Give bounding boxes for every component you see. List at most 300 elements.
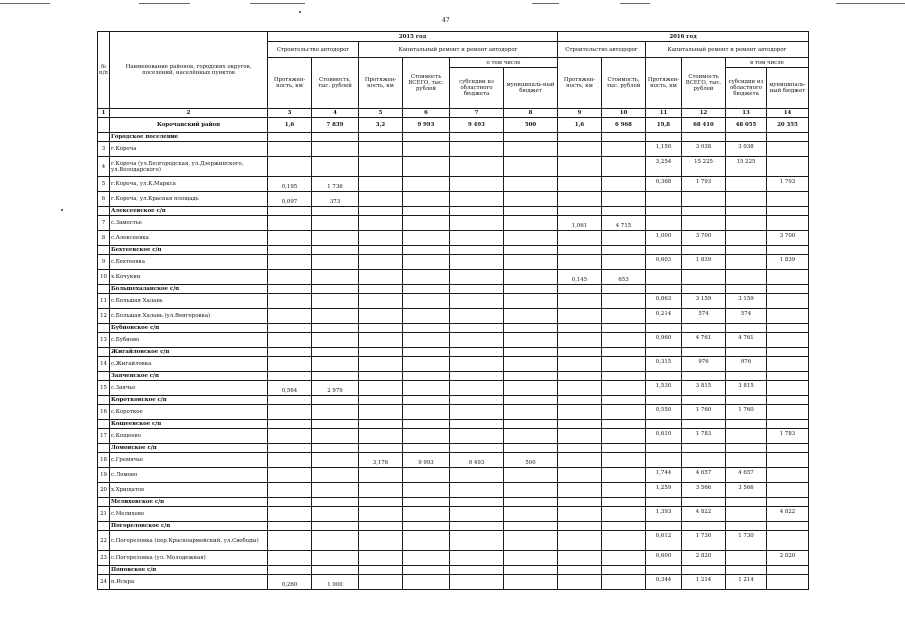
section-name: Бехтеевское с/п — [110, 246, 268, 255]
empty-cell — [602, 420, 646, 429]
header-number: № п/п — [98, 32, 110, 109]
empty-cell — [767, 483, 809, 498]
row-number: 13 — [98, 333, 110, 348]
value-cell: 976 — [726, 357, 767, 372]
section-row — [98, 420, 809, 429]
empty-cell — [767, 531, 809, 551]
table-row — [98, 551, 809, 566]
empty-cell — [558, 133, 602, 142]
empty-cell — [504, 381, 558, 396]
empty-cell — [450, 270, 504, 285]
value-cell: 500 — [504, 453, 558, 468]
empty-cell — [450, 231, 504, 246]
scan-artifact-line — [532, 3, 559, 4]
value-cell: 1,393 — [646, 507, 682, 522]
scan-artifact-line — [836, 3, 905, 4]
empty-cell — [726, 507, 767, 522]
district-number-cell — [98, 118, 110, 133]
empty-cell — [504, 507, 558, 522]
value-cell: 0,368 — [646, 177, 682, 192]
empty-cell — [602, 142, 646, 157]
header-repair-2016: Капитальный ремонт и ремонт автодорог — [646, 42, 809, 58]
empty-cell — [602, 231, 646, 246]
empty-cell — [726, 216, 767, 231]
empty-cell — [312, 405, 359, 420]
empty-cell — [403, 429, 450, 444]
empty-cell — [726, 231, 767, 246]
empty-cell — [504, 207, 558, 216]
empty-cell — [767, 498, 809, 507]
empty-cell — [504, 216, 558, 231]
value-cell: 3 700 — [767, 231, 809, 246]
section-number-cell — [98, 566, 110, 575]
empty-cell — [403, 133, 450, 142]
empty-cell — [450, 294, 504, 309]
district-value: 19,8 — [646, 118, 682, 133]
value-cell: 2 820 — [682, 551, 726, 566]
empty-cell — [359, 429, 403, 444]
empty-cell — [359, 420, 403, 429]
settlement-name: х.Хрищатое — [110, 483, 268, 498]
empty-cell — [268, 453, 312, 468]
section-name: Жигайловское с/п — [110, 348, 268, 357]
empty-cell — [682, 285, 726, 294]
value-cell: 1 783 — [682, 429, 726, 444]
value-cell: 1 760 — [682, 405, 726, 420]
empty-cell — [767, 333, 809, 348]
empty-cell — [646, 270, 682, 285]
empty-cell — [450, 429, 504, 444]
empty-cell — [558, 566, 602, 575]
empty-cell — [359, 142, 403, 157]
empty-cell — [312, 309, 359, 324]
empty-cell — [359, 531, 403, 551]
value-cell: 3 159 — [726, 294, 767, 309]
empty-cell — [682, 420, 726, 429]
empty-cell — [726, 324, 767, 333]
empty-cell — [268, 157, 312, 177]
header-length: Протяжен-ность, км — [558, 58, 602, 109]
value-cell: 3 566 — [726, 483, 767, 498]
header-cost-total: Стоимость ВСЕГО, тыс. рублей — [682, 58, 726, 109]
empty-cell — [558, 507, 602, 522]
empty-cell — [558, 255, 602, 270]
district-value: 3,2 — [359, 118, 403, 133]
settlement-name: с.Замостье — [110, 216, 268, 231]
header-year-2015: 2015 год — [268, 32, 558, 42]
section-name: Алексеевское с/п — [110, 207, 268, 216]
empty-cell — [312, 231, 359, 246]
row-number: 4 — [98, 157, 110, 177]
empty-cell — [504, 551, 558, 566]
empty-cell — [602, 157, 646, 177]
empty-cell — [403, 381, 450, 396]
value-cell: 0,600 — [646, 551, 682, 566]
empty-cell — [359, 157, 403, 177]
empty-cell — [403, 270, 450, 285]
row-number: 24 — [98, 575, 110, 590]
empty-cell — [403, 551, 450, 566]
value-cell: 3 159 — [682, 294, 726, 309]
empty-cell — [359, 522, 403, 531]
section-number-cell — [98, 498, 110, 507]
empty-cell — [558, 420, 602, 429]
empty-cell — [268, 309, 312, 324]
page-number: 47 — [442, 17, 450, 24]
empty-cell — [359, 294, 403, 309]
table-row — [98, 216, 809, 231]
empty-cell — [558, 231, 602, 246]
empty-cell — [504, 498, 558, 507]
empty-cell — [450, 324, 504, 333]
empty-cell — [268, 372, 312, 381]
empty-cell — [646, 444, 682, 453]
empty-cell — [268, 348, 312, 357]
value-cell: 373 — [312, 192, 359, 207]
empty-cell — [359, 566, 403, 575]
empty-cell — [268, 333, 312, 348]
road-works-table — [97, 31, 809, 590]
value-cell: 1 214 — [726, 575, 767, 590]
empty-cell — [359, 498, 403, 507]
settlement-name: с.Большая Халань — [110, 294, 268, 309]
empty-cell — [602, 246, 646, 255]
empty-cell — [602, 566, 646, 575]
value-cell: 3 038 — [682, 142, 726, 157]
empty-cell — [450, 333, 504, 348]
header-length: Протяжен-ность, км — [268, 58, 312, 109]
empty-cell — [504, 255, 558, 270]
section-number-cell — [98, 133, 110, 142]
empty-cell — [558, 381, 602, 396]
empty-cell — [602, 381, 646, 396]
section-name: Погореловское с/п — [110, 522, 268, 531]
empty-cell — [646, 285, 682, 294]
value-cell: 1 783 — [767, 429, 809, 444]
value-cell: 1,259 — [646, 483, 682, 498]
row-number: 18 — [98, 453, 110, 468]
header-repair-2015: Капитальный ремонт и ремонт автодорог — [359, 42, 558, 58]
header-length: Протяжен-ность, км — [359, 58, 403, 109]
empty-cell — [359, 207, 403, 216]
empty-cell — [767, 216, 809, 231]
value-cell: 4 761 — [726, 333, 767, 348]
value-cell: 4 657 — [682, 468, 726, 483]
empty-cell — [450, 177, 504, 192]
empty-cell — [504, 309, 558, 324]
empty-cell — [602, 192, 646, 207]
empty-cell — [602, 285, 646, 294]
empty-cell — [504, 348, 558, 357]
column-number: 6 — [403, 109, 450, 118]
district-value: 1,6 — [558, 118, 602, 133]
empty-cell — [403, 177, 450, 192]
empty-cell — [312, 270, 359, 285]
settlement-name: с.Мелихово — [110, 507, 268, 522]
empty-cell — [312, 333, 359, 348]
empty-cell — [682, 453, 726, 468]
empty-cell — [403, 372, 450, 381]
empty-cell — [504, 357, 558, 372]
empty-cell — [403, 255, 450, 270]
empty-cell — [403, 285, 450, 294]
section-number-cell — [98, 324, 110, 333]
empty-cell — [268, 133, 312, 142]
empty-cell — [726, 372, 767, 381]
empty-cell — [268, 294, 312, 309]
section-row — [98, 396, 809, 405]
empty-cell — [558, 483, 602, 498]
empty-cell — [450, 133, 504, 142]
value-cell: 0,550 — [646, 405, 682, 420]
empty-cell — [682, 444, 726, 453]
empty-cell — [682, 498, 726, 507]
district-value: 68 410 — [682, 118, 726, 133]
row-number: 20 — [98, 483, 110, 498]
empty-cell — [726, 192, 767, 207]
value-cell: 0,960 — [646, 333, 682, 348]
empty-cell — [268, 216, 312, 231]
empty-cell — [558, 531, 602, 551]
empty-cell — [504, 333, 558, 348]
empty-cell — [312, 157, 359, 177]
section-row — [98, 444, 809, 453]
value-cell: 0,315 — [646, 357, 682, 372]
empty-cell — [359, 348, 403, 357]
value-cell: 3 815 — [682, 381, 726, 396]
empty-cell — [359, 246, 403, 255]
section-number-cell — [98, 522, 110, 531]
empty-cell — [403, 483, 450, 498]
empty-cell — [312, 566, 359, 575]
empty-cell — [312, 453, 359, 468]
empty-cell — [450, 575, 504, 590]
row-number: 22 — [98, 531, 110, 551]
value-cell: 0,260 — [268, 575, 312, 590]
column-number: 1 — [98, 109, 110, 118]
column-number: 11 — [646, 109, 682, 118]
table-row — [98, 468, 809, 483]
section-row — [98, 498, 809, 507]
row-number: 14 — [98, 357, 110, 372]
header-in-that: о том числе — [450, 58, 558, 68]
value-cell: 1 730 — [726, 531, 767, 551]
value-cell: 0,610 — [646, 429, 682, 444]
empty-cell — [726, 255, 767, 270]
empty-cell — [403, 444, 450, 453]
value-cell: 3 700 — [682, 231, 726, 246]
settlement-name: с.Алексеевка — [110, 231, 268, 246]
empty-cell — [602, 207, 646, 216]
district-name: Корочанский район — [110, 118, 268, 133]
empty-cell — [767, 270, 809, 285]
value-cell: 976 — [682, 357, 726, 372]
row-number: 5 — [98, 177, 110, 192]
empty-cell — [312, 551, 359, 566]
empty-cell — [504, 270, 558, 285]
empty-cell — [682, 192, 726, 207]
column-number: 7 — [450, 109, 504, 118]
empty-cell — [682, 270, 726, 285]
empty-cell — [602, 522, 646, 531]
empty-cell — [602, 531, 646, 551]
empty-cell — [450, 498, 504, 507]
empty-cell — [602, 324, 646, 333]
empty-cell — [767, 207, 809, 216]
empty-cell — [312, 324, 359, 333]
empty-cell — [767, 324, 809, 333]
header-subsidy: субсидии из областного бюджета — [450, 68, 504, 109]
empty-cell — [682, 348, 726, 357]
empty-cell — [359, 507, 403, 522]
empty-cell — [682, 372, 726, 381]
empty-cell — [646, 498, 682, 507]
section-name: Ломовское с/п — [110, 444, 268, 453]
settlement-name: с.Бубново — [110, 333, 268, 348]
settlement-name: с.Заячье — [110, 381, 268, 396]
empty-cell — [504, 483, 558, 498]
empty-cell — [359, 551, 403, 566]
empty-cell — [403, 357, 450, 372]
empty-cell — [450, 357, 504, 372]
empty-cell — [646, 566, 682, 575]
table-row — [98, 192, 809, 207]
settlement-name: с.Жигайловка — [110, 357, 268, 372]
empty-cell — [504, 142, 558, 157]
empty-cell — [602, 483, 646, 498]
empty-cell — [403, 348, 450, 357]
settlement-name: с.Ломово — [110, 468, 268, 483]
empty-cell — [726, 453, 767, 468]
empty-cell — [268, 522, 312, 531]
empty-cell — [312, 357, 359, 372]
scan-artifact-line — [0, 3, 50, 4]
empty-cell — [450, 255, 504, 270]
empty-cell — [558, 522, 602, 531]
empty-cell — [268, 483, 312, 498]
table-row — [98, 405, 809, 420]
value-cell: 3 566 — [682, 483, 726, 498]
empty-cell — [767, 405, 809, 420]
empty-cell — [268, 246, 312, 255]
empty-cell — [767, 157, 809, 177]
empty-cell — [558, 498, 602, 507]
empty-cell — [403, 498, 450, 507]
empty-cell — [312, 444, 359, 453]
empty-cell — [558, 405, 602, 420]
empty-cell — [359, 575, 403, 590]
empty-cell — [767, 309, 809, 324]
empty-cell — [504, 566, 558, 575]
empty-cell — [558, 551, 602, 566]
section-row — [98, 133, 809, 142]
settlement-name: х.Кочукин — [110, 270, 268, 285]
district-value: 20 355 — [767, 118, 809, 133]
empty-cell — [767, 575, 809, 590]
empty-cell — [504, 444, 558, 453]
empty-cell — [312, 498, 359, 507]
empty-cell — [450, 207, 504, 216]
empty-cell — [558, 246, 602, 255]
table-row — [98, 255, 809, 270]
empty-cell — [504, 294, 558, 309]
table-row — [98, 231, 809, 246]
empty-cell — [403, 231, 450, 246]
section-number-cell — [98, 396, 110, 405]
empty-cell — [403, 531, 450, 551]
value-cell: 574 — [726, 309, 767, 324]
empty-cell — [558, 468, 602, 483]
section-row — [98, 522, 809, 531]
empty-cell — [268, 405, 312, 420]
empty-cell — [312, 133, 359, 142]
empty-cell — [767, 396, 809, 405]
table-row — [98, 177, 809, 192]
empty-cell — [646, 133, 682, 142]
section-name: Мелиховское с/п — [110, 498, 268, 507]
value-cell: 0,344 — [646, 575, 682, 590]
empty-cell — [767, 444, 809, 453]
empty-cell — [726, 551, 767, 566]
district-value: 6 968 — [602, 118, 646, 133]
empty-cell — [403, 157, 450, 177]
section-number-cell — [98, 285, 110, 294]
empty-cell — [646, 522, 682, 531]
empty-cell — [359, 270, 403, 285]
empty-cell — [602, 429, 646, 444]
empty-cell — [558, 396, 602, 405]
empty-cell — [504, 231, 558, 246]
section-number-cell — [98, 372, 110, 381]
value-cell: 0,195 — [268, 177, 312, 192]
empty-cell — [504, 285, 558, 294]
value-cell: 0,603 — [646, 255, 682, 270]
empty-cell — [558, 348, 602, 357]
value-cell: 1,000 — [646, 231, 682, 246]
empty-cell — [558, 575, 602, 590]
empty-cell — [682, 522, 726, 531]
section-number-cell — [98, 246, 110, 255]
empty-cell — [268, 142, 312, 157]
value-cell: 574 — [682, 309, 726, 324]
value-cell: 1,061 — [558, 216, 602, 231]
empty-cell — [767, 453, 809, 468]
empty-cell — [726, 522, 767, 531]
empty-cell — [450, 285, 504, 294]
empty-cell — [726, 444, 767, 453]
empty-cell — [450, 522, 504, 531]
section-number-cell — [98, 444, 110, 453]
settlement-name: с.Погореловка (ул. Молодежная) — [110, 551, 268, 566]
empty-cell — [403, 207, 450, 216]
empty-cell — [558, 372, 602, 381]
empty-cell — [767, 285, 809, 294]
scan-dot — [299, 11, 301, 13]
header-cost: Стоимость, тыс. рублей — [312, 58, 359, 109]
empty-cell — [359, 444, 403, 453]
empty-cell — [726, 207, 767, 216]
empty-cell — [268, 566, 312, 575]
empty-cell — [268, 270, 312, 285]
empty-cell — [403, 420, 450, 429]
budget-table-sheet — [97, 31, 809, 590]
value-cell: 2 820 — [767, 551, 809, 566]
empty-cell — [312, 396, 359, 405]
empty-cell — [504, 468, 558, 483]
table-row — [98, 142, 809, 157]
row-number: 17 — [98, 429, 110, 444]
settlement-name: п.Искра — [110, 575, 268, 590]
